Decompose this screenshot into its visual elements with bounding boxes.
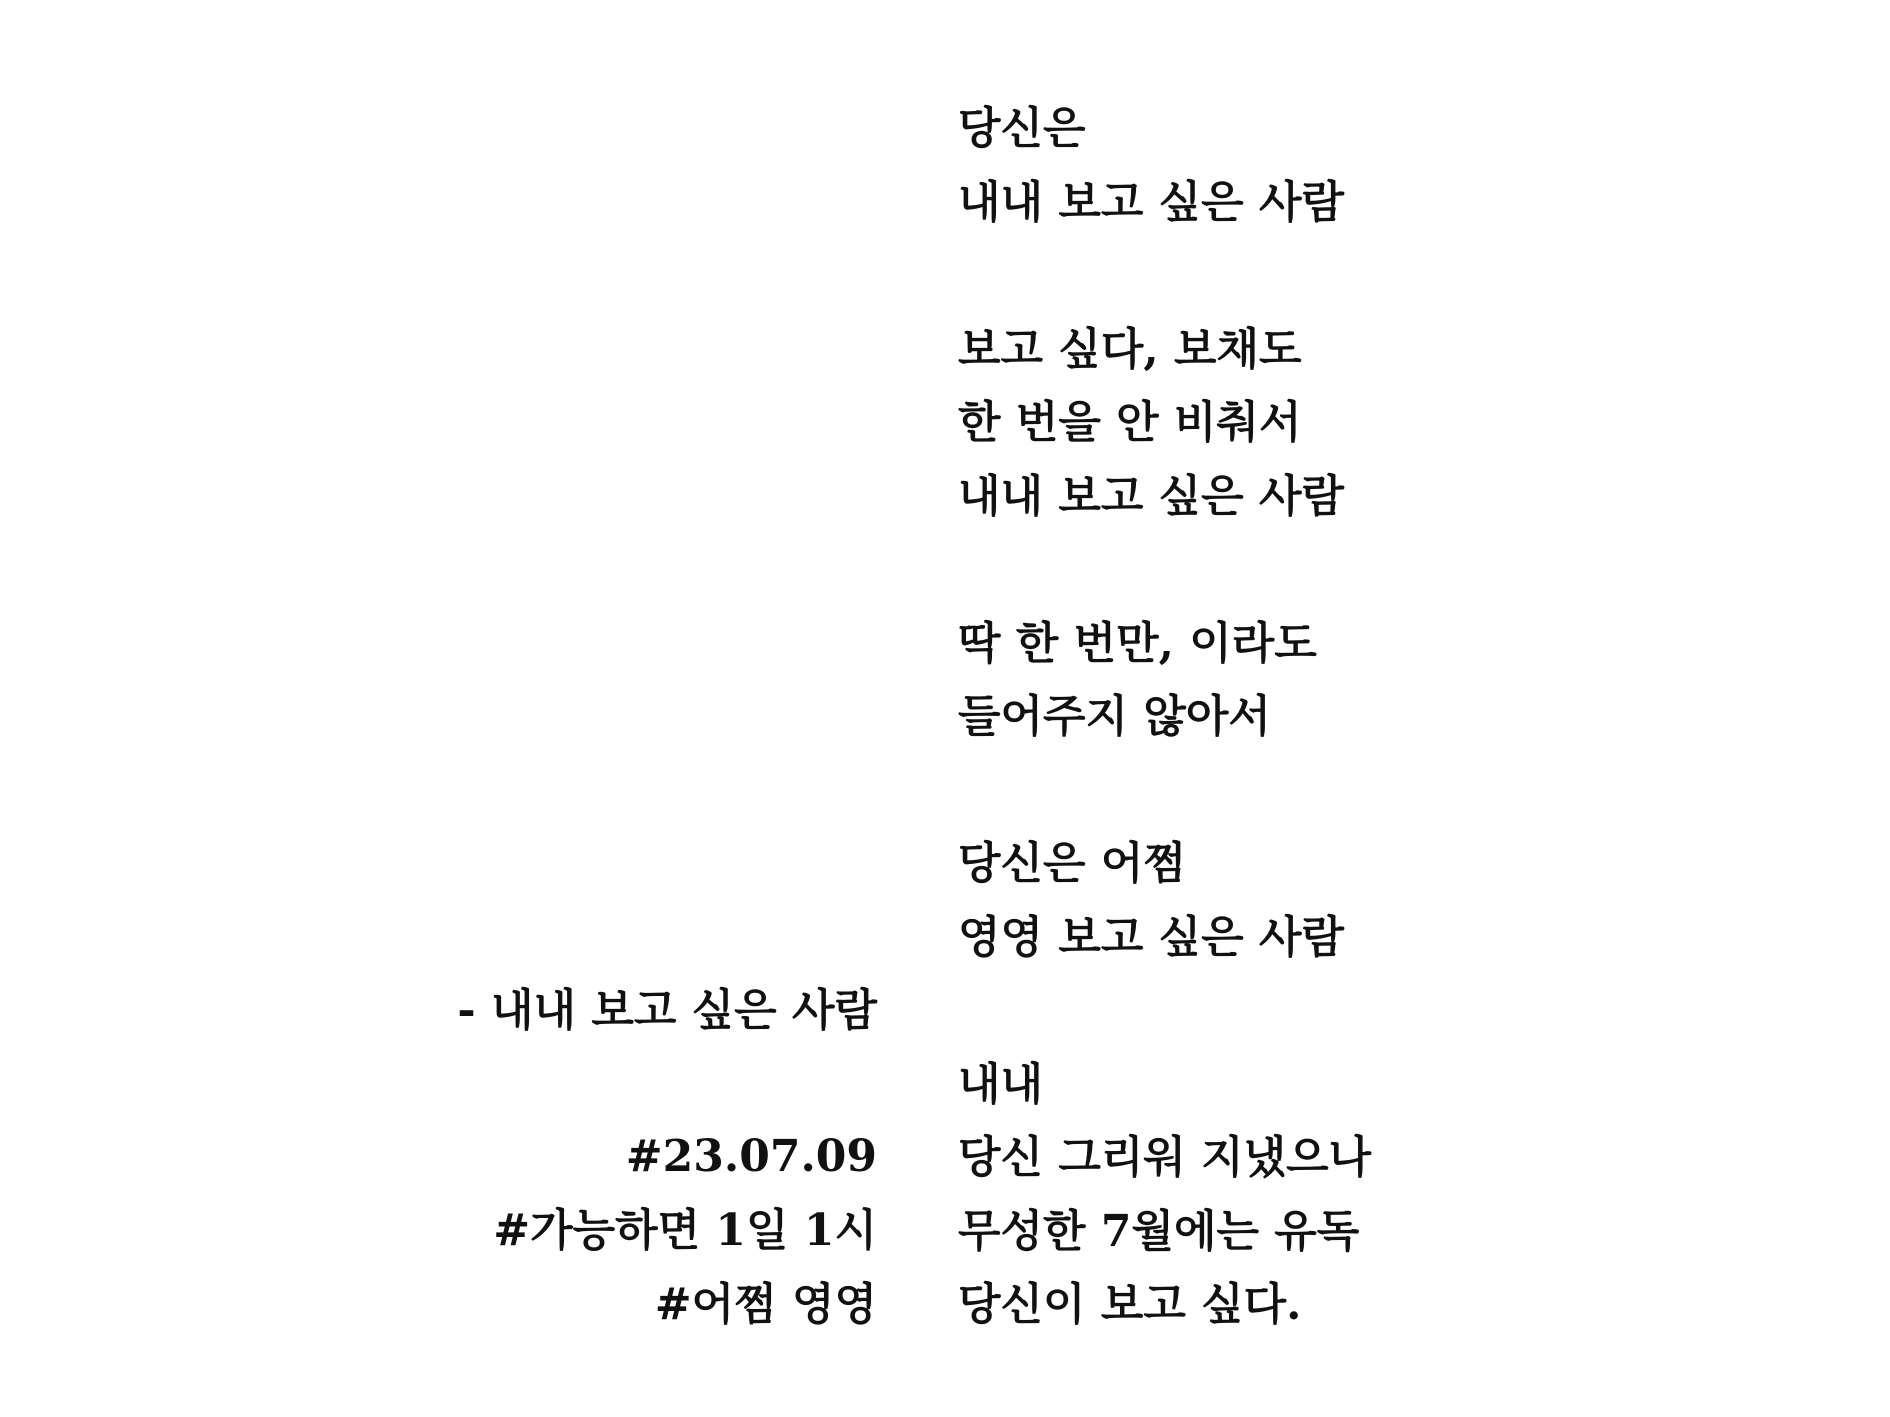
poem-line [958,239,1758,313]
poem-line: 내내 보고 싶은 사람 [958,470,1344,522]
poem-line: 한 번을 안 비춰서 [958,397,1302,448]
poem-line [958,533,1758,607]
poem-line: 당신은 어쩜 [958,838,1186,889]
poem-line: 무성한 7월에는 유독 [958,1205,1360,1257]
poem-line: 당신 그리워 지냈으나 [958,1132,1372,1183]
hashtag: #23.07.09 [625,1131,877,1182]
poem-line [958,754,1758,828]
poem-line: 당신이 보고 싶다. [958,1279,1302,1330]
poem-line: 들어주지 않아서 [958,691,1271,742]
poem-line: 보고 싶다, 보채도 [958,323,1302,375]
poem-title: - 내내 보고 싶은 사람 [457,985,877,1036]
poem-body [958,92,1758,1342]
poem-line [958,974,1758,1048]
hashtag: #가능하면 1일 1시 [493,1205,877,1256]
poem-line: 영영 보고 싶은 사람 [958,911,1344,963]
poem-line: 내내 보고 싶은 사람 [958,176,1344,228]
hashtag: #어쩜 영영 [654,1279,877,1330]
poem-line: 딱 한 번만, 이라도 [958,617,1317,669]
poem-line: 내내 [958,1058,1044,1110]
poem-line: 당신은 [958,103,1086,154]
